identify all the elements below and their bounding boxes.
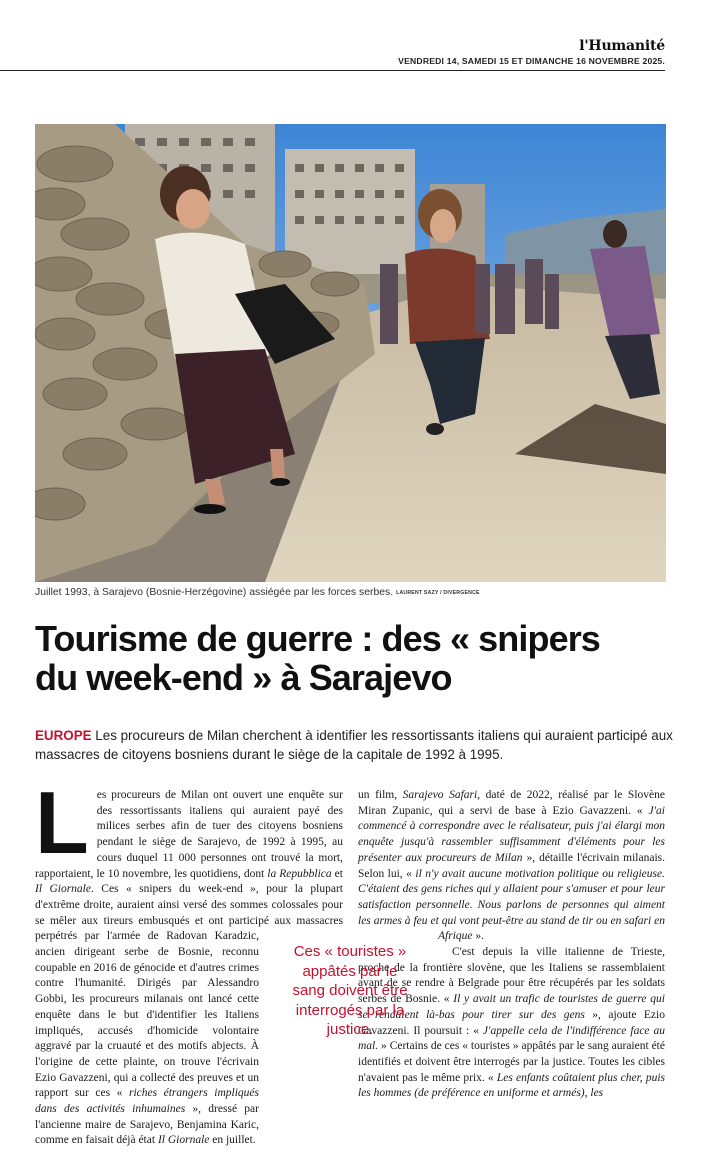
issue-date: VENDREDI 14, SAMEDI 15 ET DIMANCHE 16 NOVEMBRE 2025. <box>398 56 665 66</box>
pull-quote: Ces « touristes » appâtés par le sang doivent être interrogés par la justice. <box>292 943 408 1038</box>
photo-credit: LAURENT SAZY / DIVERGENCE <box>396 590 480 596</box>
section-kicker: EUROPE <box>35 728 92 743</box>
article-headline <box>35 619 675 697</box>
headline-line-1: Tourisme de guerre : des « snipers <box>35 618 600 659</box>
newspaper-logo: l'Humanité <box>579 38 665 54</box>
header-rule <box>0 70 665 71</box>
caption-text: Juillet 1993, à Sarajevo (Bosnie-Herzégovine) assiégée par les forces serbes. <box>35 587 394 598</box>
column-1-paragraph: es procureurs de Milan ont ouvert une enquête sur des ressortissants italiens qui auraient payé des milices serbes afin de tuer des citoyens bosniens pendant le siège de Sarajevo, de 1992 à 1995, au cours duquel 11 000 personnes ont trouvé la mort, rapportaient, le 10 novembre, les quotidiens, dont la Repubblica et Il Giornale. Ces « snipers du week-end », pour la plupart d'extrême droite, auraient ainsi versé des sommes colossales pour se mêler aux tireurs embusqués et ont participé aux massacres perpétrés par l'armée de Radovan Karadzic, ancien dirigeant serbe de Bosnie, reconnu coupable en 2016 de génocide et d'autres crimes contre l'humanité. Dirigés par Alessandro Gobbi, les procureurs milanais ont lancé cette enquête dans le but d'identifier les Italiens impliqués, accusés d'homicide volontaire aggravé par la cruauté et des motifs abjects. À l'origine de cette plainte, on trouve l'écrivain Ezio Gavazzeni, qui a collecté des preuves et un rapport sur ces « riches étrangers impliqués dans des activités inhumaines », dressé par l'ancienne maire de Sarajevo, Benjamina Karic, comme en faisait déjà état Il Giornale en juillet. <box>35 789 343 1147</box>
article-photo <box>35 124 666 582</box>
article-standfirst <box>35 726 675 764</box>
photo-caption <box>35 587 675 598</box>
column-2-paragraph-1: un film, Sarajevo Safari, daté de 2022, réalisé par le Slovène Miran Zupanic, qui a servi de base à Ezio Gavazzeni. « J'ai commencé à correspondre avec le réalisateur, puis j'ai élargi mon enquête jusqu'à rassembler suffisamment d'éléments pour les présenter aux procureurs de Milan », détaille l'écrivain milanais. Selon lui, « il n'y avait aucune motivation politique ou religieuse. C'étaient des gens riches qui y allaient pour s'amuser et pour leur satisfaction personnelle. Nous parlons de personnes qui aiment les armes à feu et qui vont peut-être au stand de tir ou en safari en Afrique ». <box>358 789 666 943</box>
sarajevo-street-photo <box>35 124 666 582</box>
drop-cap: L <box>35 773 89 872</box>
column-2-paragraph-2: C'est depuis la ville italienne de Trieste, proche de la frontière slovène, que les Italiens se rassemblaient avant de se rendre à Belgrade pour être récupérés par les soldats serbes de Bosnie. « Il y avait un trafic de touristes de guerre qui se rendaient là-bas pour tirer sur des gens », ajoute Ezio Gavazzeni. Il poursuit : « J'appelle cela de l'indifférence face au mal. » Certains de ces « touristes » appâtés par le sang auraient été identifiés et doivent être interrogés par la justice. Toutes les cibles n'avaient pas le même prix. « Les enfants coûtaient plus cher, puis les hommes (de préférence en uniforme et armés), les <box>358 946 665 1100</box>
standfirst-text: Les procureurs de Milan cherchent à identifier les ressortissants italiens qui auraient participé aux massacres de citoyens bosniens durant le siège de la capitale de 1992 à 1995. <box>35 728 673 762</box>
headline-line-2: du week-end » à Sarajevo <box>35 657 452 698</box>
